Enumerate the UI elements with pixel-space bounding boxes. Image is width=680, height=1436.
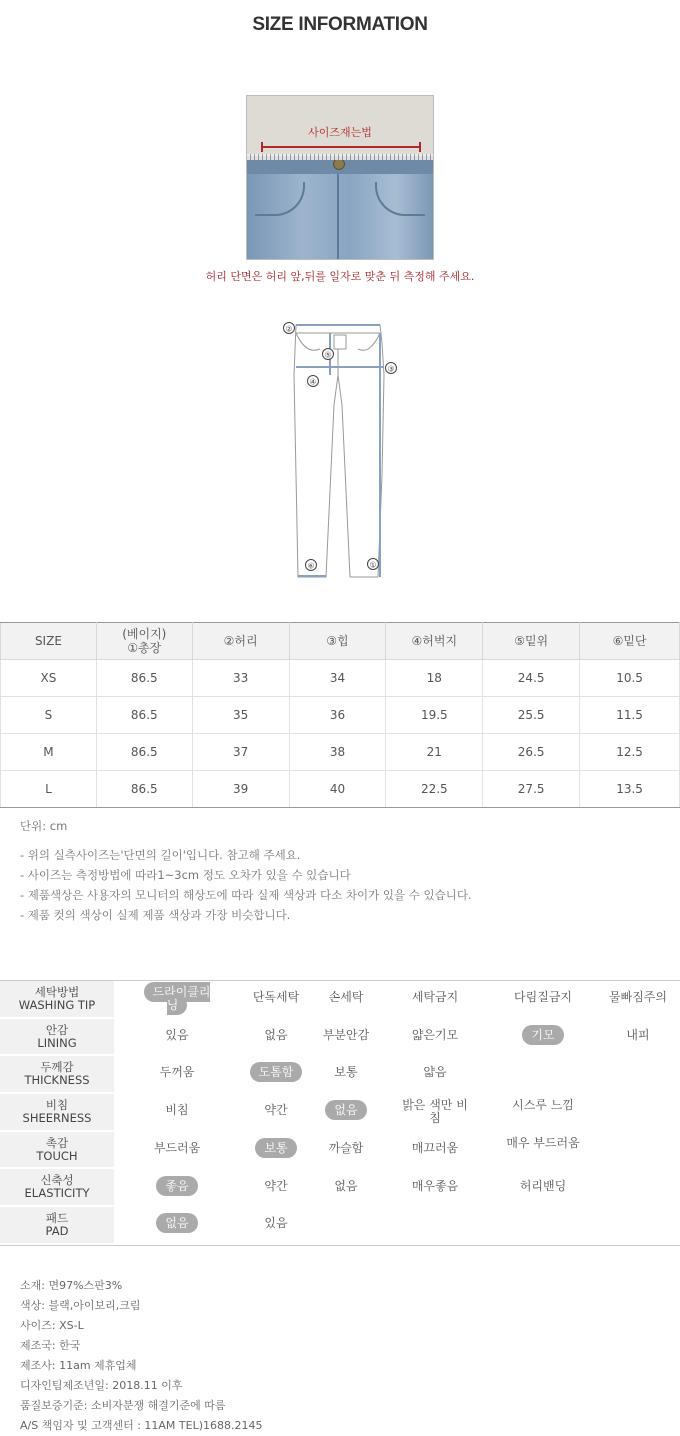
product-properties <box>0 980 680 1246</box>
property-label-ko: 신축성 <box>40 1173 74 1188</box>
property-option-label: 밝은 색만 비침 <box>402 1098 468 1126</box>
marker-3: ③ <box>387 364 395 374</box>
photo-note: 허리 단면은 허리 앞,뒤를 일자로 맞춘 뒤 측정해 주세요. <box>205 270 475 283</box>
info-maker: 제조사: 11am 제휴업체 <box>20 1359 137 1372</box>
photo-label: 사이즈재는법 <box>308 126 372 139</box>
property-option-label: 단독세탁 <box>252 990 300 1004</box>
measure-cell: 10.5 <box>580 660 680 697</box>
property-label <box>0 1056 114 1093</box>
property-option-label: 부분안감 <box>322 1027 370 1042</box>
property-option <box>398 1180 472 1193</box>
property-label <box>0 1207 114 1244</box>
info-size: 사이즈: XS-L <box>20 1319 84 1332</box>
property-option-label: 있음 <box>165 1027 189 1042</box>
measure-cell: 86.5 <box>96 771 192 808</box>
property-option <box>309 991 383 1004</box>
property-option <box>398 991 472 1004</box>
property-option-label: 다림질금지 <box>514 990 572 1004</box>
property-label-ko: 세탁방법 <box>34 984 80 999</box>
property-option-label: 약간 <box>264 1178 288 1193</box>
size-table-header <box>1 623 680 660</box>
tape-measure <box>247 154 433 160</box>
size-cell: L <box>1 771 97 808</box>
measure-cell: 86.5 <box>96 734 192 771</box>
measure-cell: 18 <box>386 660 483 697</box>
property-label-en: WASHING TIP <box>18 997 96 1012</box>
measure-cell: 35 <box>192 697 289 734</box>
measure-cell: 27.5 <box>483 771 580 808</box>
property-option <box>398 1099 472 1125</box>
note-item: - 제품색상은 사용자의 모니터의 해상도에 따라 실제 색상과 다소 차이가 있을 수 있습니다. <box>20 888 472 902</box>
property-option <box>309 1142 383 1155</box>
info-material: 소재: 면97%스판3% <box>20 1279 123 1292</box>
size-cell: XS <box>1 660 97 697</box>
unit-label: 단위: cm <box>20 819 68 833</box>
measure-cell: 33 <box>192 660 289 697</box>
property-label-en: SHEERNESS <box>22 1110 92 1125</box>
header-thigh: ④허벅지 <box>386 623 483 660</box>
pants-diagram <box>270 315 410 585</box>
property-label <box>0 981 114 1018</box>
note-item: - 제품 컷의 색상이 실제 제품 색상과 가장 비슷합니다. <box>20 908 291 922</box>
info-as: A/S 책임자 및 고객센터 : 11AM TEL)1688.2145 <box>20 1419 263 1432</box>
property-option <box>309 1029 383 1042</box>
marker-4: ④ <box>309 377 317 387</box>
measure-cell: 11.5 <box>580 697 680 734</box>
header-rise: ⑤밑위 <box>483 623 580 660</box>
info-warranty: 품질보증기준: 소비자분쟁 해결기준에 따름 <box>20 1399 226 1412</box>
property-label-en: ELASTICITY <box>24 1186 90 1201</box>
property-option <box>506 991 580 1004</box>
property-option <box>398 1142 472 1155</box>
property-label-ko: 두께감 <box>40 1060 74 1075</box>
property-option <box>140 1217 214 1230</box>
property-option-selected: 기모 <box>522 1025 563 1045</box>
property-option-label: 부드러움 <box>153 1140 201 1155</box>
measure-cell: 37 <box>192 734 289 771</box>
header-length <box>96 623 192 660</box>
size-cell: S <box>1 697 97 734</box>
property-option <box>309 1066 383 1079</box>
property-option <box>239 1217 313 1230</box>
property-option-label: 허리밴딩 <box>519 1178 567 1193</box>
measurement-photo <box>246 95 434 260</box>
property-option <box>506 1137 580 1150</box>
property-option-selected: 보통 <box>255 1138 296 1158</box>
marker-1: ① <box>369 560 377 570</box>
page-title: SIZE INFORMATION <box>252 14 428 35</box>
measure-cell: 86.5 <box>96 660 192 697</box>
marker-2: ② <box>285 324 293 334</box>
property-option-label: 내피 <box>626 1027 650 1042</box>
property-option <box>239 1066 313 1079</box>
property-label <box>0 1169 114 1206</box>
property-option <box>239 1180 313 1193</box>
property-option-label: 보통 <box>334 1065 358 1080</box>
marker-5: ⑤ <box>324 350 332 360</box>
property-option <box>140 1066 214 1079</box>
measure-cell: 24.5 <box>483 660 580 697</box>
header-hem: ⑥밑단 <box>580 623 680 660</box>
property-label-en: PAD <box>45 1223 69 1238</box>
property-option <box>239 1142 313 1155</box>
measure-cell: 21 <box>386 734 483 771</box>
measure-cell: 36 <box>289 697 386 734</box>
property-option-label: 손세탁 <box>328 990 364 1004</box>
property-row <box>0 1207 680 1245</box>
property-option-label: 매끄러움 <box>411 1140 459 1155</box>
property-label-en: TOUCH <box>36 1148 78 1163</box>
header-waist: ②허리 <box>192 623 289 660</box>
measure-cell: 13.5 <box>580 771 680 808</box>
measure-cell: 39 <box>192 771 289 808</box>
property-option <box>140 1180 214 1193</box>
table-row <box>1 660 680 697</box>
property-option <box>601 991 675 1004</box>
product-info <box>20 1276 263 1436</box>
property-option <box>239 1029 313 1042</box>
measure-cell: 22.5 <box>386 771 483 808</box>
property-option-label: 물빠짐주의 <box>609 990 667 1004</box>
notes-list <box>20 845 472 925</box>
note-item: - 사이즈는 측정방법에 따라1~3cm 정도 오차가 있을 수 있습니다 <box>20 868 351 882</box>
property-option <box>398 1066 472 1079</box>
property-option <box>506 1029 580 1042</box>
table-row <box>1 734 680 771</box>
property-label-en: THICKNESS <box>24 1073 90 1088</box>
property-option-label: 얇음 <box>423 1065 447 1080</box>
header-size: SIZE <box>1 623 97 660</box>
measure-cell: 25.5 <box>483 697 580 734</box>
property-option-label: 비침 <box>165 1103 189 1118</box>
table-row <box>1 771 680 808</box>
measure-cell: 34 <box>289 660 386 697</box>
property-label-ko: 촉감 <box>45 1135 69 1150</box>
property-option <box>309 1104 383 1117</box>
property-option-selected: 도톰함 <box>250 1062 303 1082</box>
size-table-body <box>1 660 680 808</box>
property-option-label: 까슬함 <box>328 1140 364 1155</box>
header-length-label: ①총장 <box>127 641 162 655</box>
property-option-label: 있음 <box>264 1216 288 1231</box>
measure-cell: 12.5 <box>580 734 680 771</box>
property-option-label: 얇은기모 <box>411 1027 459 1042</box>
property-option-label: 매우 부드러움 <box>506 1135 580 1150</box>
property-label <box>0 1094 114 1131</box>
property-option-label: 시스루 느낌 <box>512 1098 574 1113</box>
info-date: 디자인팀제조년일: 2018.11 이후 <box>20 1379 183 1392</box>
note-item: - 위의 실측사이즈는'단면의 길이'입니다. 참고해 주세요. <box>20 848 301 862</box>
property-option-label: 없음 <box>334 1178 358 1193</box>
property-option-label: 없음 <box>264 1027 288 1042</box>
size-table <box>0 622 680 808</box>
property-option <box>601 1029 675 1042</box>
measure-arrow <box>261 142 421 152</box>
property-option-selected: 없음 <box>156 1213 197 1233</box>
property-option-label: 약간 <box>264 1103 288 1118</box>
property-option-selected: 없음 <box>325 1100 366 1120</box>
property-option <box>398 1029 472 1042</box>
marker-6: ⑥ <box>307 561 315 571</box>
property-option-label: 매우좋음 <box>411 1178 459 1193</box>
size-cell: M <box>1 734 97 771</box>
property-option <box>140 1142 214 1155</box>
measure-cell: 26.5 <box>483 734 580 771</box>
property-option <box>506 1099 580 1112</box>
property-option-selected: 좋음 <box>156 1176 197 1196</box>
info-country: 제조국: 한국 <box>20 1339 81 1352</box>
header-hip: ③힙 <box>289 623 386 660</box>
property-option <box>140 986 214 1012</box>
property-option <box>140 1104 214 1117</box>
header-length-color: (베이지) <box>122 626 167 641</box>
property-option <box>309 1180 383 1193</box>
property-label-en: LINING <box>37 1035 77 1050</box>
property-option <box>239 1104 313 1117</box>
info-color: 색상: 블랙,아이보리,크림 <box>20 1299 141 1312</box>
property-option-label: 두꺼움 <box>159 1065 195 1080</box>
table-row <box>1 697 680 734</box>
property-label-ko: 안감 <box>45 1022 69 1037</box>
property-label <box>0 1132 114 1169</box>
measure-cell: 19.5 <box>386 697 483 734</box>
property-label-ko: 패드 <box>45 1210 69 1225</box>
property-option-selected: 드라이클리닝 <box>144 982 211 1015</box>
property-label-ko: 비침 <box>45 1097 69 1112</box>
measure-cell: 40 <box>289 771 386 808</box>
measure-cell: 38 <box>289 734 386 771</box>
property-option <box>506 1180 580 1193</box>
property-option <box>140 1029 214 1042</box>
measure-cell: 86.5 <box>96 697 192 734</box>
property-option <box>239 991 313 1004</box>
property-label <box>0 1019 114 1056</box>
property-option-label: 세탁금지 <box>411 990 459 1004</box>
